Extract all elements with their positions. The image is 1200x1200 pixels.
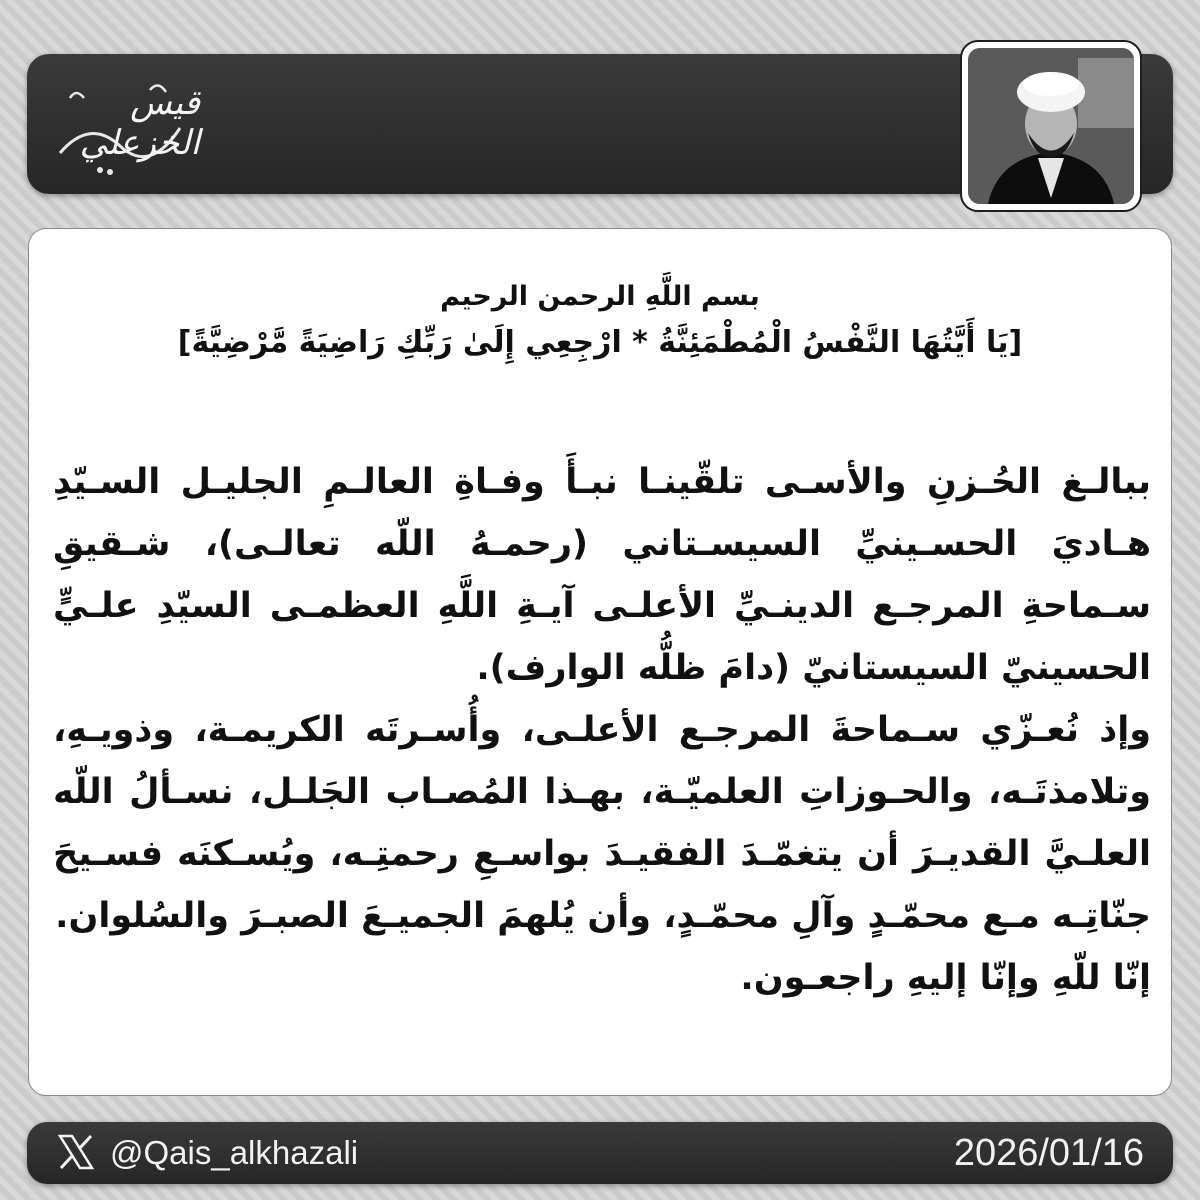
quran-verse: [يَا أَيَّتُهَا النَّفْسُ الْمُطْمَئِنَّةُ * ارْجِعِي إِلَىٰ رَبِّكِ رَاضِيَةً مَّرْضِيَّةً] (177, 325, 1023, 360)
basmala-heading: بسم اللَّهِ الرحمن الرحيم (440, 281, 760, 312)
logo-calligraphy (40, 58, 200, 188)
post-date: 2026/01/16 (953, 1132, 1144, 1174)
statement-body (53, 451, 1151, 1009)
x-logo-icon[interactable] (54, 1130, 98, 1174)
person-portrait-icon (968, 48, 1134, 204)
statement-paragraph-2: وإذ نُعـزّي سـماحةَ المرجـع الأعلـى، وأُسـرتَه الكريمـة، وذويـهِ، وتلامذتَـه، والحـوزاتِ العلميّـة، بهـذا المُصـاب الجَلـل، نسـألُ اللّه العلـيَّ القديـرَ أن يتغمّـدَ الفقيـدَ بواسـعِ رحمتِـه، ويُسـكنَه فسـيحَ جنّاتِـه مـع محمّـدٍ وآلِ محمّـدٍ، وأن يُلهمَ الجميـعَ الصبـرَ والسُلوان. (53, 710, 1151, 936)
account-handle[interactable]: @Qais_alkhazali (110, 1134, 359, 1171)
logo-text: قيس الخزعلي (79, 83, 200, 163)
statement-card (28, 228, 1172, 1096)
statement-paragraph-1: ببالـغ الحُـزنِ والأسـى تلقّينـا نبـأَ وفـاةِ العالـمِ الجليـل السـيّدِ هـاديَ الحسـينيِّ السيسـتاني (رحمـهُ اللّه تعالـى)، شـقيقِ سـماحةِ المرجـع الدينـيِّ الأعلـى آيـةِ اللَّهِ العظمـى السيّدِ علـيٍّ الحسينيّ السيستانيّ (دامَ ظلُّه الوارف). (53, 462, 1151, 688)
portrait-frame (960, 40, 1142, 212)
statement-paragraph-3: إنّا للّهِ وإنّا إليهِ راجعـون. (740, 958, 1151, 998)
